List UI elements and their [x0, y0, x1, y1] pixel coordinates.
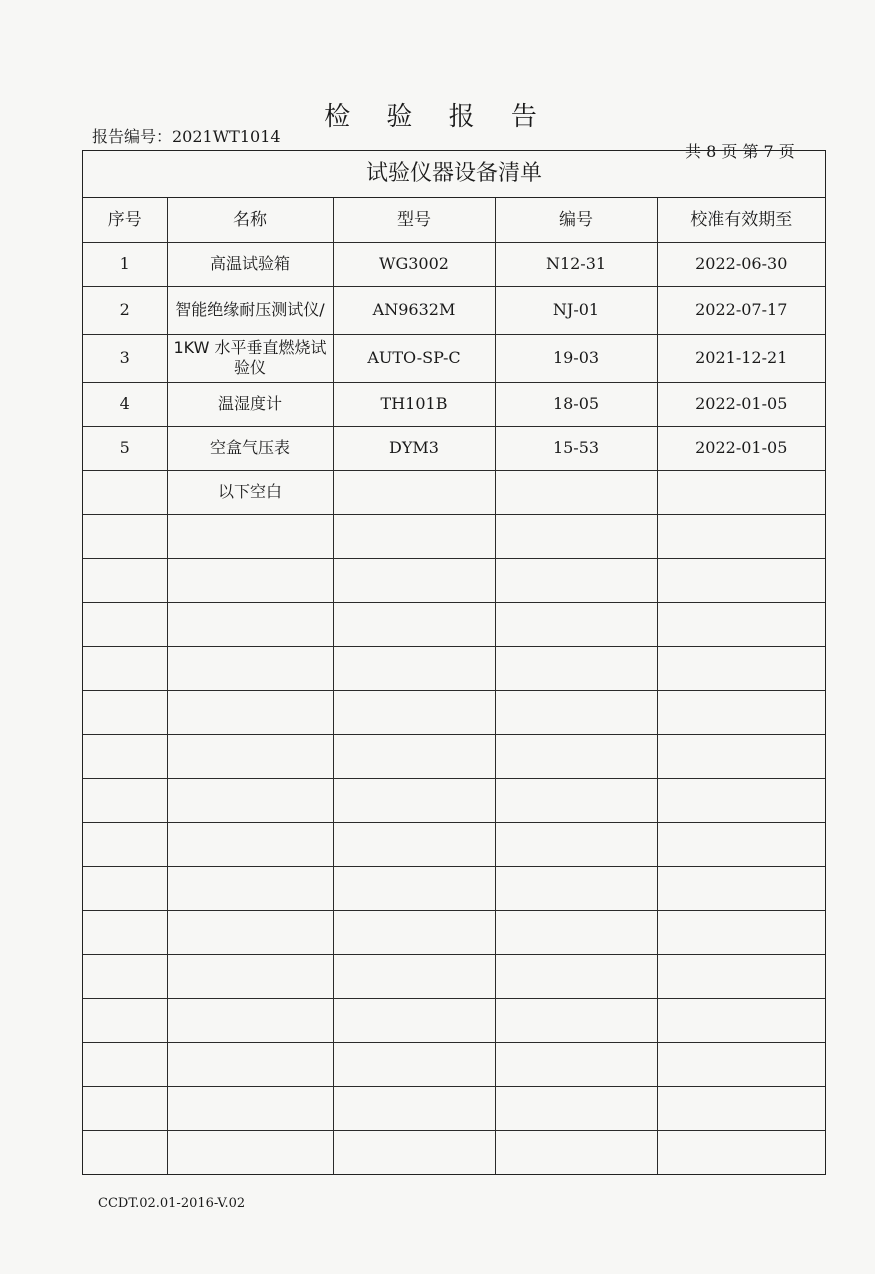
cell-model: AN9632M	[333, 286, 495, 334]
table-row-blank	[83, 558, 825, 602]
cell-valid: 2022-01-05	[657, 426, 825, 470]
cell-name: 空盒气压表	[167, 426, 333, 470]
cell-no: 2	[83, 286, 167, 334]
table-row-blank	[83, 822, 825, 866]
table-row	[83, 286, 825, 334]
column-header-model: 型号	[333, 198, 495, 242]
cell-serial: 15-53	[495, 426, 657, 470]
table-row-blank	[83, 602, 825, 646]
cell-no: 4	[83, 382, 167, 426]
table-row-blank	[83, 514, 825, 558]
report-number: 报告编号：2021WT1014	[92, 127, 281, 146]
table-row-blank	[83, 1042, 825, 1086]
sheet-title: 试验仪器设备清单	[83, 151, 825, 198]
table-header-row	[83, 198, 825, 242]
table-row-blank	[83, 910, 825, 954]
cell-model: DYM3	[333, 426, 495, 470]
cell-valid: 2022-06-30	[657, 242, 825, 286]
table-row-blank	[83, 690, 825, 734]
cell-valid: 2022-07-17	[657, 286, 825, 334]
table-row-blank	[83, 734, 825, 778]
cell-serial: N12-31	[495, 242, 657, 286]
form-code: CCDT.02.01-2016-V.02	[98, 1196, 246, 1211]
cell-valid: 2021-12-21	[657, 334, 825, 382]
table-row	[83, 426, 825, 470]
cell-no: 3	[83, 334, 167, 382]
table-row	[83, 470, 825, 514]
cell-empty	[333, 470, 495, 514]
cell-no: 1	[83, 242, 167, 286]
table-row-blank	[83, 866, 825, 910]
table-row-blank	[83, 646, 825, 690]
column-header-no: 序号	[83, 198, 167, 242]
cell-model: WG3002	[333, 242, 495, 286]
column-header-valid: 校准有效期至	[657, 198, 825, 242]
table-row-blank	[83, 954, 825, 998]
table-row	[83, 382, 825, 426]
cell-empty	[657, 470, 825, 514]
cell-model: AUTO-SP-C	[333, 334, 495, 382]
table-row-blank	[83, 778, 825, 822]
table-row-blank	[83, 1086, 825, 1130]
equipment-table	[83, 198, 825, 1174]
page-count: 共 8 页 第 7 页	[685, 142, 795, 161]
page-title: 检 验 报 告	[324, 102, 551, 132]
blank-note: 以下空白	[167, 470, 333, 514]
cell-valid: 2022-01-05	[657, 382, 825, 426]
cell-no: 5	[83, 426, 167, 470]
table-row-blank	[83, 1130, 825, 1174]
column-header-name: 名称	[167, 198, 333, 242]
cell-name: 高温试验箱	[167, 242, 333, 286]
cell-serial: 19-03	[495, 334, 657, 382]
table-row	[83, 242, 825, 286]
cell-model: TH101B	[333, 382, 495, 426]
table-row-blank	[83, 998, 825, 1042]
cell-name: 温湿度计	[167, 382, 333, 426]
cell-empty	[495, 470, 657, 514]
cell-serial: NJ-01	[495, 286, 657, 334]
cell-name: 智能绝缘耐压测试仪/	[167, 286, 333, 334]
table-row	[83, 334, 825, 382]
cell-name: 1KW 水平垂直燃烧试验仪	[167, 334, 333, 382]
cell-serial: 18-05	[495, 382, 657, 426]
column-header-serial: 编号	[495, 198, 657, 242]
equipment-list-sheet	[82, 150, 826, 1175]
cell-empty	[83, 470, 167, 514]
